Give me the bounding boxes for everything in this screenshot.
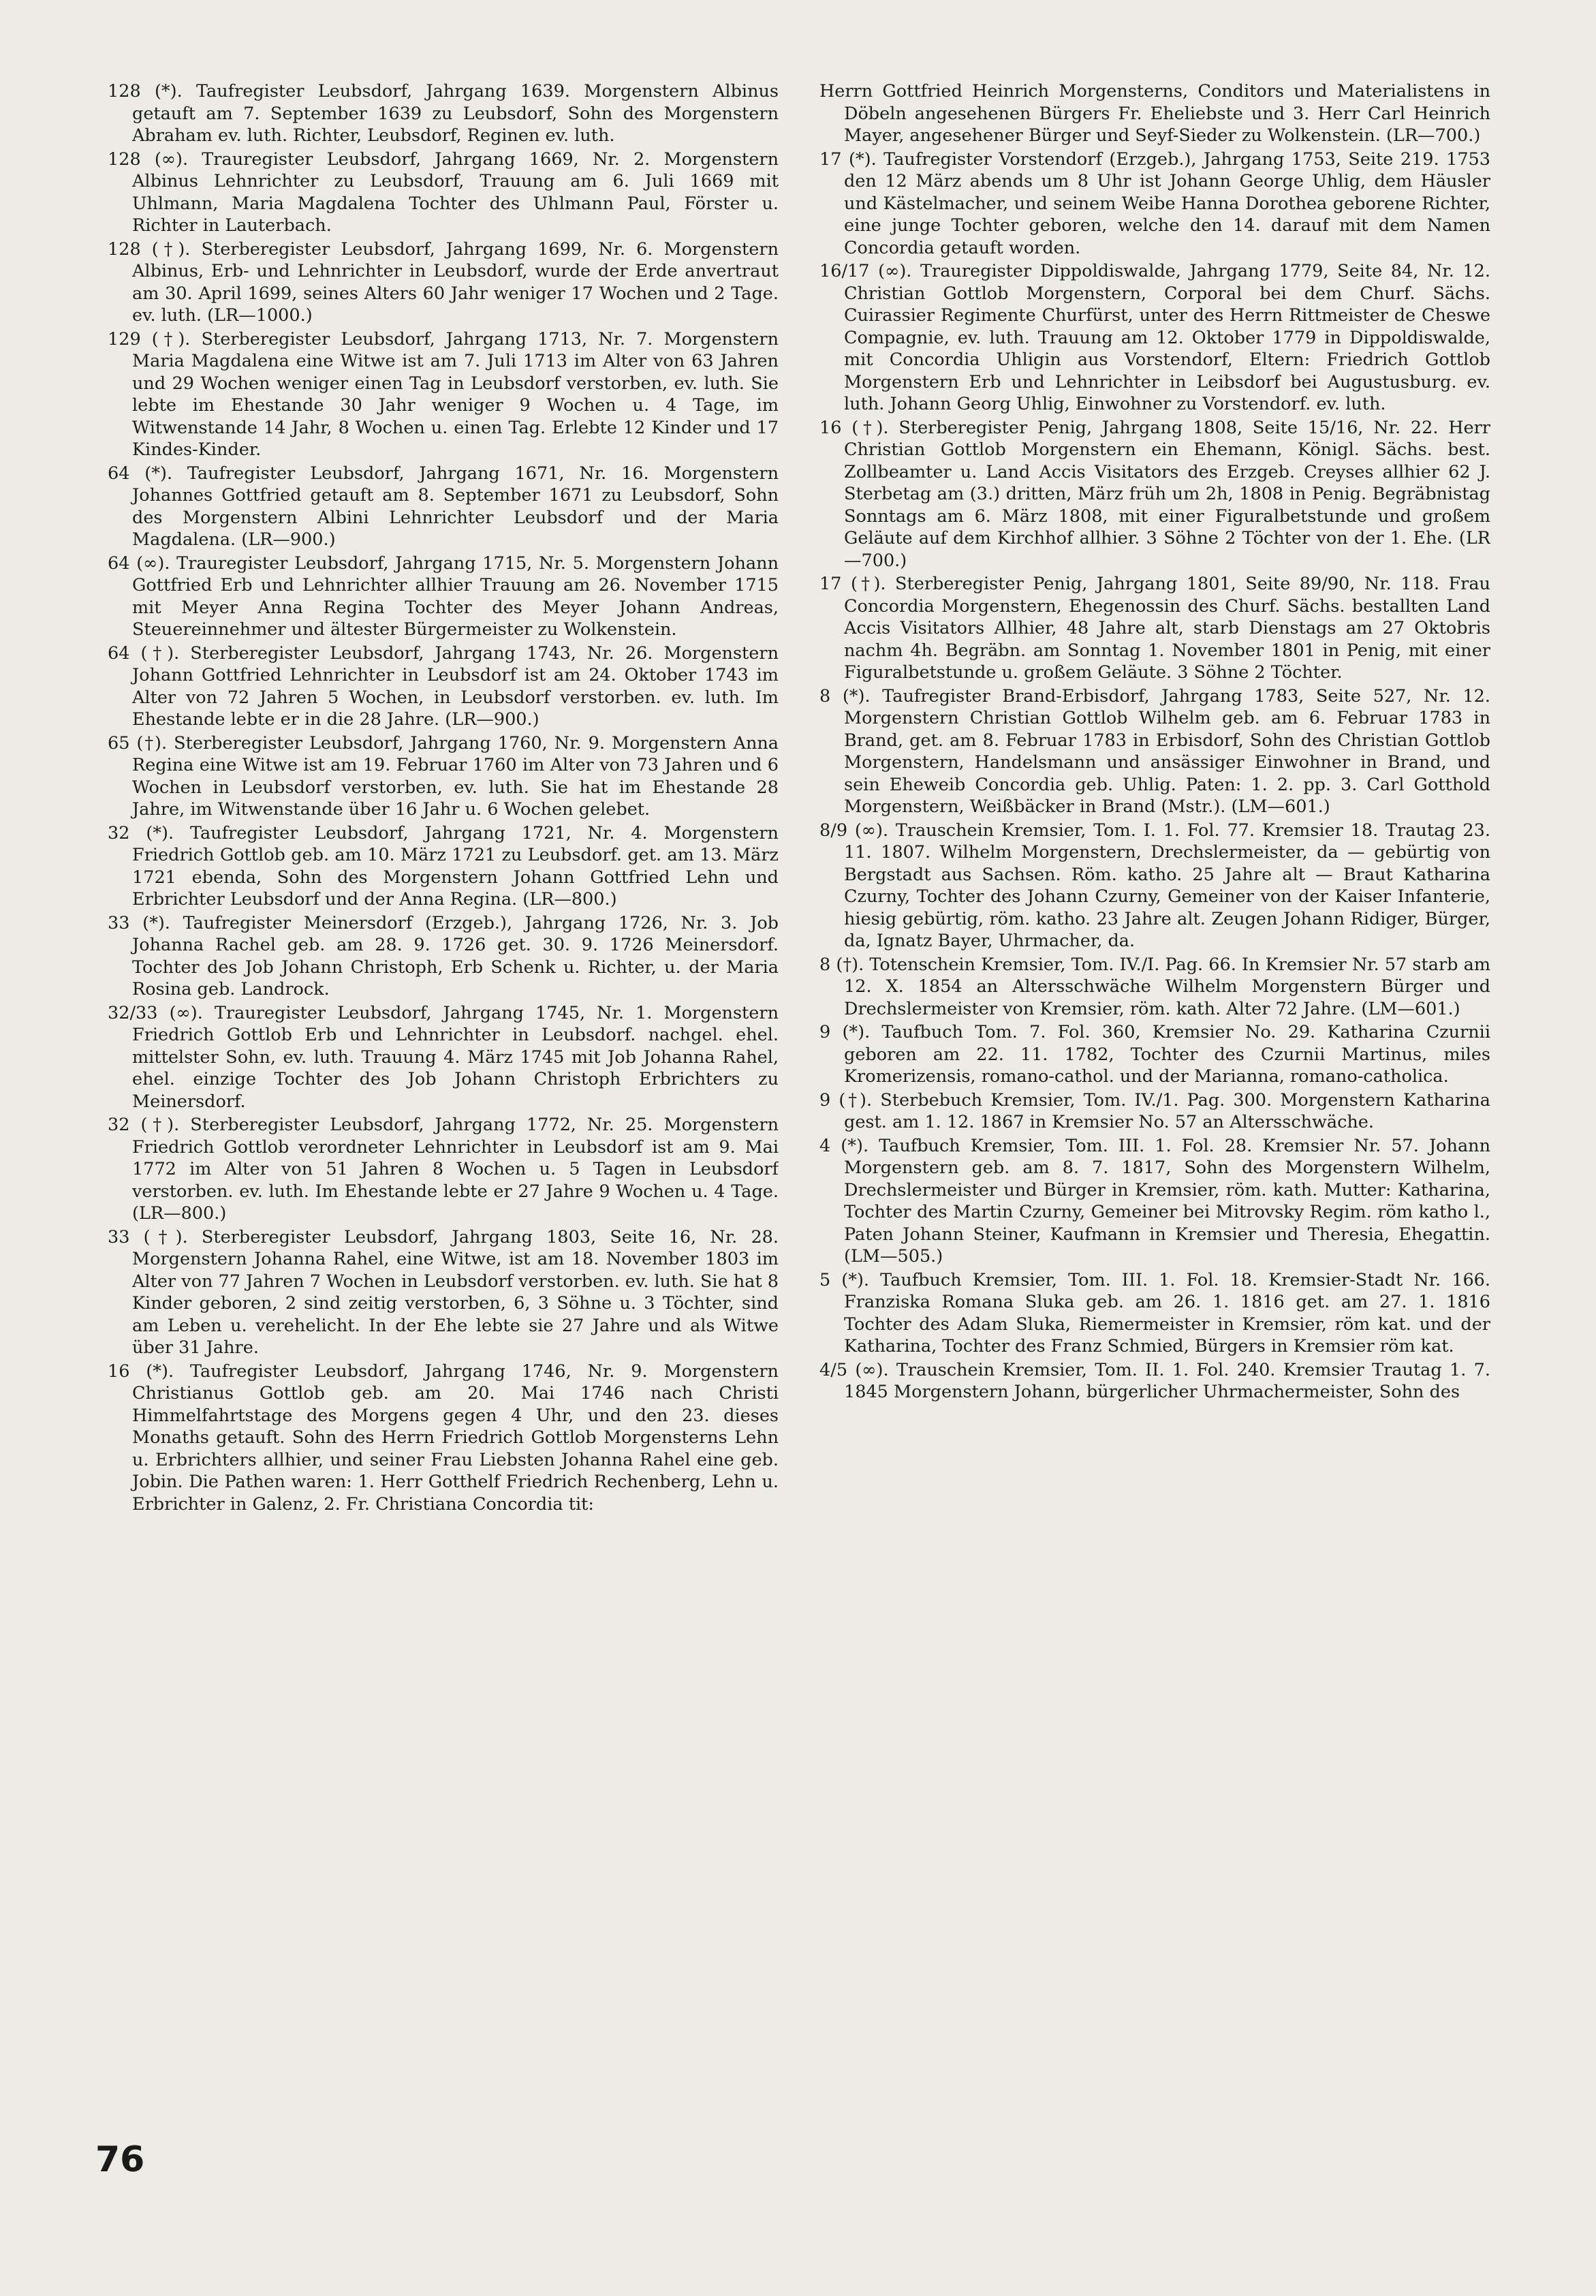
record-entry: 16/17 (∞). Trauregister Dippoldiswalde, Jahrgang 1779, Seite 84, Nr. 12. Christian Gottlob Morgenstern, Corporal bei dem Churf. Sächs. Cuirassier Regimente Churfürst, unter des Herrn Rittmeister de Cheswe Compagnie, ev. luth. Trauung am 12. Oktober 1779 in Dippoldiswalde, mit Concordia Uhligin aus Vorstendorf, Eltern: Friedrich Gottlob Morgenstern Erb und Lehnrichter in Leibsdorf bei Augustusburg. ev. luth. Johann Georg Uhlig, Einwohner zu Vorstendorf. ev. luth. bbox=[819, 261, 1490, 414]
text-columns bbox=[108, 80, 1490, 2111]
record-entry: 16 (*). Taufregister Leubsdorf, Jahrgang 1746, Nr. 9. Morgenstern Christianus Gottlob geb. am 20. Mai 1746 nach Christi Himmelfahrtstage des Morgens gegen 4 Uhr, und den 23. dieses Monaths getauft. Sohn des Herrn Friedrich Gottlob Morgensterns Lehn u. Erbrichters allhier, und seiner Frau Liebsten Johanna Rahel eine geb. Jobin. Die Pathen waren: 1. Herr Gotthelf Friedrich Rechenberg, Lehn u. Erbrichter in Galenz, 2. Fr. Christiana Concordia tit: bbox=[108, 1361, 779, 1515]
page-number: 76 bbox=[95, 2139, 145, 2180]
record-entry: 64 (∞). Trauregister Leubsdorf, Jahrgang 1715, Nr. 5. Morgenstern Johann Gottfried Erb und Lehnrichter allhier Trauung am 26. November 1715 mit Meyer Anna Regina Tochter des Meyer Johann Andreas, Steuereinnehmer und ältester Bürgermeister zu Wolkenstein. bbox=[108, 553, 779, 640]
record-entry: 33 (†). Sterberegister Leubsdorf, Jahrgang 1803, Seite 16, Nr. 28. Morgenstern Johanna Rahel, eine Witwe, ist am 18. November 1803 im Alter von 77 Jahren 7 Wochen in Leubsdorf verstorben. ev. luth. Sie hat 8 Kinder geboren, 2 sind zeitig verstorben, 6, 3 Söhne u. 3 Töchter, sind am Leben u. verehelicht. In der Ehe lebte sie 27 Jahre und als Witwe über 31 Jahre. bbox=[108, 1226, 779, 1358]
record-entry: 4 (*). Taufbuch Kremsier, Tom. III. 1. Fol. 28. Kremsier Nr. 57. Johann Morgenstern geb. am 8. 7. 1817, Sohn des Morgenstern Wilhelm, Drechslermeister und Bürger in Kremsier, röm. kath. Mutter: Katharina, Tochter des Martin Czurny, Gemeiner bei Mitrovsky Regim. röm katho l., Paten Johann Steiner, Kaufmann in Kremsier und Theresia, Ehegattin. (LM—505.) bbox=[819, 1135, 1490, 1267]
record-entry: 5 (*). Taufbuch Kremsier, Tom. III. 1. Fol. 18. Kremsier-Stadt Nr. 166. Franziska Romana Sluka geb. am 26. 1. 1816 get. am 27. 1. 1816 Tochter des Adam Sluka, Riemermeister in Kremsier, röm kat. und der Katharina, Tochter des Franz Schmied, Bürgers in Kremsier röm kat. bbox=[819, 1269, 1490, 1356]
record-entry: 8 (†). Totenschein Kremsier, Tom. IV./I. Pag. 66. In Kremsier Nr. 57 starb am 12. X. 1854 an Altersschwäche Wilhelm Morgenstern Bürger und Drechslermeister von Kremsier, röm. kath. Alter 72 Jahre. (LM—601.) bbox=[819, 954, 1490, 1019]
record-entry: 17 (*). Taufregister Vorstendorf (Erzgeb.), Jahrgang 1753, Seite 219. 1753 den 12 März abends um 8 Uhr ist Johann George Uhlig, dem Häusler und Kästelmacher, und seinem Weibe Hanna Dorothea geborene Richter, eine junge Tochter geboren, welche den 14. darauf mit dem Namen Concordia getauft worden. bbox=[819, 149, 1490, 258]
record-entry: 65 (†). Sterberegister Leubsdorf, Jahrgang 1760, Nr. 9. Morgenstern Anna Regina eine Witwe ist am 19. Februar 1760 im Alter von 73 Jahren und 6 Wochen in Leubsdorf verstorben, ev. luth. Sie hat im Ehestande 28 Jahre, im Witwenstande über 16 Jahr u. 6 Wochen gelebet. bbox=[108, 732, 779, 820]
right-column bbox=[819, 80, 1490, 2111]
record-entry: 17 (†). Sterberegister Penig, Jahrgang 1801, Seite 89/90, Nr. 118. Frau Concordia Morgenstern, Ehegenossin des Churf. Sächs. bestallten Land Accis Visitators Allhier, 48 Jahre alt, starb Dienstags am 27 Oktobris nachm 4h. Begräbn. am Sonntag 1. November 1801 in Penig, mit einer Figuralbetstunde u. großem Geläute. 3 Söhne 2 Töchter. bbox=[819, 574, 1490, 683]
record-entry: 128 (*). Taufregister Leubsdorf, Jahrgang 1639. Morgenstern Albinus getauft am 7. September 1639 zu Leubsdorf, Sohn des Morgenstern Abraham ev. luth. Richter, Leubsdorf, Reginen ev. luth. bbox=[108, 81, 779, 146]
record-entry: 16 (†). Sterberegister Penig, Jahrgang 1808, Seite 15/16, Nr. 22. Herr Christian Gottlob Morgenstern ein Ehemann, Königl. Sächs. best. Zollbeamter u. Land Accis Visitators des Erzgeb. Creyses allhier 62 J. Sterbetag am (3.) dritten, März früh um 2h, 1808 in Penig. Begräbnistag Sonntags am 6. März 1808, mit einer Figuralbetstunde und großem Geläute auf dem Kirchhof allhier. 3 Söhne 2 Töchter von der 1. Ehe. (LR—700.) bbox=[819, 417, 1490, 571]
record-entry: 128 (∞). Trauregister Leubsdorf, Jahrgang 1669, Nr. 2. Morgenstern Albinus Lehnrichter zu Leubsdorf, Trauung am 6. Juli 1669 mit Uhlmann, Maria Magdalena Tochter des Uhlmann Paul, Förster u. Richter in Lauterbach. bbox=[108, 149, 779, 236]
record-entry: 129 (†). Sterberegister Leubsdorf, Jahrgang 1713, Nr. 7. Morgenstern Maria Magdalena eine Witwe ist am 7. Juli 1713 im Alter von 63 Jahren und 29 Wochen weniger einen Tag in Leubsdorf verstorben, ev. luth. Sie lebte im Ehestande 30 Jahr weniger 9 Wochen u. 4 Tage, im Witwenstande 14 Jahr, 8 Wochen u. einen Tag. Erlebte 12 Kinder und 17 Kindes-Kinder. bbox=[108, 328, 779, 460]
left-column bbox=[108, 80, 779, 2111]
record-entry: 8/9 (∞). Trauschein Kremsier, Tom. I. 1. Fol. 77. Kremsier 18. Trautag 23. 11. 1807. Wilhelm Morgenstern, Drechslermeister, da — gebürtig von Bergstadt aus Sachsen. Röm. katho. 25 Jahre alt — Braut Katharina Czurny, Tochter des Johann Czurny, Gemeiner von der Kaiser Infanterie, hiesig gebürtig, röm. katho. 23 Jahre alt. Zeugen Johann Ridiger, Bürger, da, Ignatz Bayer, Uhrmacher, da. bbox=[819, 820, 1490, 951]
record-entry: 32 (*). Taufregister Leubsdorf, Jahrgang 1721, Nr. 4. Morgenstern Friedrich Gottlob geb. am 10. März 1721 zu Leubsdorf. get. am 13. März 1721 ebenda, Sohn des Morgenstern Johann Gottfried Lehn und Erbrichter Leubsdorf und der Anna Regina. (LR—800.) bbox=[108, 822, 779, 910]
record-entry-continued: Herrn Gottfried Heinrich Morgensterns, Conditors und Materialistens in Döbeln angesehenen Bürgers Fr. Eheliebste und 3. Herr Carl Heinrich Mayer, angesehener Bürger und Seyf-Sieder zu Wolkenstein. (LR—700.) bbox=[819, 81, 1490, 146]
record-entry: 33 (*). Taufregister Meinersdorf (Erzgeb.), Jahrgang 1726, Nr. 3. Job Johanna Rachel geb. am 28. 9. 1726 get. 30. 9. 1726 Meinersdorf. Tochter des Job Johann Christoph, Erb Schenk u. Richter, u. der Maria Rosina geb. Landrock. bbox=[108, 912, 779, 999]
record-entry: 8 (*). Taufregister Brand-Erbisdorf, Jahrgang 1783, Seite 527, Nr. 12. Morgenstern Christian Gottlob Wilhelm geb. am 6. Februar 1783 in Brand, get. am 8. Februar 1783 in Erbisdorf, Sohn des Christian Gottlob Morgenstern, Handelsmann und ansässiger Einwohner in Brand, und sein Eheweib Concordia geb. Uhlig. Paten: 1. 2. pp. 3. Carl Gotthold Morgenstern, Weißbäcker in Brand (Mstr.). (LM—601.) bbox=[819, 685, 1490, 817]
record-entry: 128 (†). Sterberegister Leubsdorf, Jahrgang 1699, Nr. 6. Morgenstern Albinus, Erb- und Lehnrichter in Leubsdorf, wurde der Erde anvertraut am 30. April 1699, seines Alters 60 Jahr weniger 17 Wochen und 2 Tage. ev. luth. (LR—1000.) bbox=[108, 238, 779, 326]
record-entry: 64 (*). Taufregister Leubsdorf, Jahrgang 1671, Nr. 16. Morgenstern Johannes Gottfried getauft am 8. September 1671 zu Leubsdorf, Sohn des Morgenstern Albini Lehnrichter Leubsdorf und der Maria Magdalena. (LR—900.) bbox=[108, 463, 779, 550]
record-entry: 32/33 (∞). Trauregister Leubsdorf, Jahrgang 1745, Nr. 1. Morgenstern Friedrich Gottlob Erb und Lehnrichter in Leubsdorf. nachgel. ehel. mittelster Sohn, ev. luth. Trauung 4. März 1745 mit Job Johanna Rahel, ehel. einzige Tochter des Job Johann Christoph Erbrichters zu Meinersdorf. bbox=[108, 1002, 779, 1112]
record-entry: 9 (†). Sterbebuch Kremsier, Tom. IV./1. Pag. 300. Morgenstern Katharina gest. am 1. 12. 1867 in Kremsier No. 57 an Altersschwäche. bbox=[819, 1089, 1490, 1132]
record-entry: 64 (†). Sterberegister Leubsdorf, Jahrgang 1743, Nr. 26. Morgenstern Johann Gottfried Lehnrichter in Leubsdorf ist am 24. Oktober 1743 im Alter von 72 Jahren 5 Wochen, in Leubsdorf verstorben. ev. luth. Im Ehestande lebte er in die 28 Jahre. (LR—900.) bbox=[108, 642, 779, 730]
record-entry: 9 (*). Taufbuch Tom. 7. Fol. 360, Kremsier No. 29. Katharina Czurnii geboren am 22. 11. 1782, Tochter des Czurnii Martinus, miles Kromerizensis, romano-cathol. und der Marianna, romano-catholica. bbox=[819, 1022, 1490, 1087]
record-entry: 4/5 (∞). Trauschein Kremsier, Tom. II. 1. Fol. 240. Kremsier Trautag 1. 7. 1845 Morgenstern Johann, bürgerlicher Uhrmachermeister, Sohn des bbox=[819, 1359, 1490, 1402]
record-entry: 32 (†). Sterberegister Leubsdorf, Jahrgang 1772, Nr. 25. Morgenstern Friedrich Gottlob verordneter Lehnrichter in Leubsdorf ist am 9. Mai 1772 im Alter von 51 Jahren 8 Wochen u. 5 Tagen in Leubsdorf verstorben. ev. luth. Im Ehestande lebte er 27 Jahre 9 Wochen u. 4 Tage. (LR—800.) bbox=[108, 1115, 779, 1224]
